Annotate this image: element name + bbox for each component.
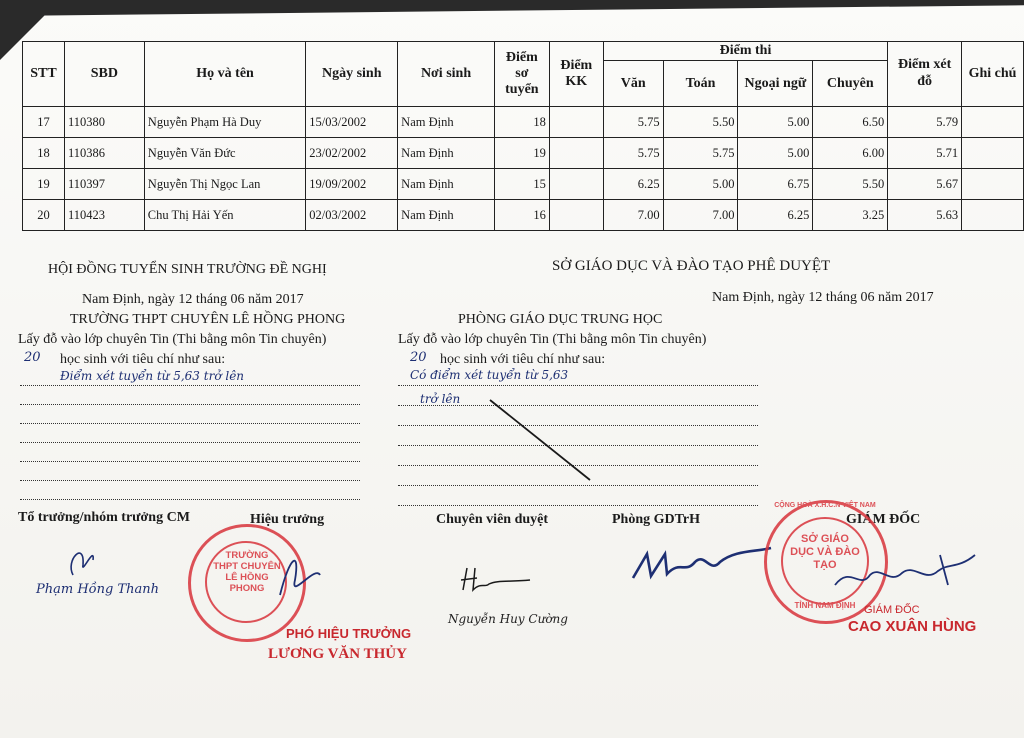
table-cell-prelim: 15 <box>494 169 549 200</box>
table-cell-note <box>962 107 1024 138</box>
table-cell-sbd: 110397 <box>64 169 144 200</box>
table-cell-chuyen: 6.00 <box>813 138 888 169</box>
right-line1: Lấy đỗ vào lớp chuyên Tin (Thi bằng môn Tin chuyên) <box>398 332 707 347</box>
table-cell-place: Nam Định <box>398 138 495 169</box>
table-cell-chuyen: 3.25 <box>813 200 888 231</box>
table-cell-place: Nam Định <box>398 200 495 231</box>
table-row <box>23 138 1024 169</box>
table-cell-nn: 5.00 <box>738 107 813 138</box>
table-cell-xet: 5.71 <box>888 138 962 169</box>
left-count-hand: 20 <box>24 350 41 365</box>
table-cell-nn: 6.75 <box>738 169 813 200</box>
director-name: CAO XUÂN HÙNG <box>848 618 977 635</box>
principal-name: LƯƠNG VĂN THỦY <box>268 646 407 662</box>
table-cell-toan: 5.50 <box>663 107 738 138</box>
table-cell-name: Nguyễn Văn Đức <box>144 138 306 169</box>
director-role: GIÁM ĐỐC <box>864 604 920 616</box>
right-criteria-hand-2: trở lên <box>420 392 461 406</box>
table-cell-stt: 19 <box>23 169 65 200</box>
principal-role: PHÓ HIỆU TRƯỞNG <box>286 626 412 641</box>
table-row <box>23 107 1024 138</box>
table-cell-note <box>962 138 1024 169</box>
signature-mark-specialist <box>455 560 535 600</box>
table-cell-sbd: 110423 <box>64 200 144 231</box>
sig-title-director: GIÁM ĐỐC <box>846 512 921 527</box>
right-heading: SỞ GIÁO DỤC VÀ ĐÀO TẠO PHÊ DUYỆT <box>552 258 831 274</box>
table-cell-dob: 23/02/2002 <box>306 138 398 169</box>
sig-title-specialist: Chuyên viên duyệt <box>436 512 549 527</box>
table-cell-bonus <box>549 169 603 200</box>
sig-title-principal: Hiệu trưởng <box>250 512 325 527</box>
right-date: Nam Định, ngày 12 tháng 06 năm 2017 <box>712 290 934 305</box>
table-cell-van: 7.00 <box>603 200 663 231</box>
col-sbd: SBD <box>64 42 144 107</box>
col-prelim: Điểm sơ tuyển <box>494 42 549 107</box>
col-dob: Ngày sinh <box>306 42 398 107</box>
table-cell-toan: 5.00 <box>663 169 738 200</box>
left-heading: HỘI ĐỒNG TUYỂN SINH TRƯỜNG ĐỀ NGHỊ <box>48 262 327 277</box>
table-cell-prelim: 19 <box>494 138 549 169</box>
table-row <box>23 200 1024 231</box>
right-line2: học sinh với tiêu chí như sau: <box>440 352 606 367</box>
signature-mark-left <box>55 535 105 580</box>
table-cell-xet: 5.79 <box>888 107 962 138</box>
table-cell-note <box>962 200 1024 231</box>
col-place: Nơi sinh <box>398 42 495 107</box>
department-stamp-top: CỘNG HOÀ X.H.C.N VIỆT NAM <box>774 502 876 509</box>
table-cell-xet: 5.63 <box>888 200 962 231</box>
signature-mark-principal <box>270 545 330 605</box>
department-stamp-main: SỞ GIÁO DỤC VÀ ĐÀO TẠO <box>790 533 860 572</box>
left-date: Nam Định, ngày 12 tháng 06 năm 2017 <box>82 292 304 307</box>
table-cell-toan: 7.00 <box>663 200 738 231</box>
table-cell-name: Chu Thị Hải Yến <box>144 200 306 231</box>
table-cell-dob: 02/03/2002 <box>306 200 398 231</box>
strike-line <box>480 395 600 485</box>
dotline <box>398 505 758 506</box>
table-cell-bonus <box>549 107 603 138</box>
dotline <box>398 485 758 486</box>
table-cell-stt: 17 <box>23 107 65 138</box>
table-cell-sbd: 110386 <box>64 138 144 169</box>
table-cell-van: 5.75 <box>603 138 663 169</box>
table-cell-bonus <box>549 138 603 169</box>
col-bonus: Điểm KK <box>549 42 603 107</box>
table-cell-name: Nguyễn Thị Ngọc Lan <box>144 169 306 200</box>
table-cell-toan: 5.75 <box>663 138 738 169</box>
table-cell-chuyen: 5.50 <box>813 169 888 200</box>
dotline <box>20 423 360 424</box>
school-stamp-text: TRƯỜNG THPT CHUYÊN LÊ HỒNG PHONG <box>213 550 281 594</box>
right-dept: PHÒNG GIÁO DỤC TRUNG HỌC <box>458 312 663 327</box>
table-cell-dob: 15/03/2002 <box>306 107 398 138</box>
table-cell-place: Nam Định <box>398 169 495 200</box>
left-criteria-hand: Điểm xét tuyển từ 5,63 trở lên <box>60 369 245 383</box>
left-line2: học sinh với tiêu chí như sau: <box>60 352 226 367</box>
sig-title-head: Tổ trưởng/nhóm trưởng CM <box>18 510 190 525</box>
col-stt: STT <box>23 42 65 107</box>
table-cell-prelim: 18 <box>494 107 549 138</box>
table-cell-stt: 18 <box>23 138 65 169</box>
dotline <box>20 499 360 500</box>
col-chuyen: Chuyên <box>813 61 888 107</box>
table-cell-note <box>962 169 1024 200</box>
col-xet-do: Điểm xét đỗ <box>888 42 962 107</box>
signature-name-specialist: Nguyễn Huy Cường <box>448 612 568 626</box>
signature-mark-director <box>830 545 980 600</box>
col-toan: Toán <box>663 61 738 107</box>
header-row-1 <box>23 42 1024 61</box>
dotline <box>20 461 360 462</box>
sig-title-dept: Phòng GDTrH <box>612 512 701 527</box>
col-ngoai-ngu: Ngoại ngữ <box>738 61 813 107</box>
department-stamp-bottom: TỈNH NAM ĐỊNH <box>794 601 856 610</box>
col-name: Họ và tên <box>144 42 306 107</box>
scan-edge <box>0 0 1024 16</box>
table-cell-bonus <box>549 200 603 231</box>
table-cell-place: Nam Định <box>398 107 495 138</box>
left-line1: Lấy đỗ vào lớp chuyên Tin (Thi bằng môn Tin chuyên) <box>18 332 327 347</box>
table-cell-prelim: 16 <box>494 200 549 231</box>
table-row <box>23 169 1024 200</box>
table-cell-sbd: 110380 <box>64 107 144 138</box>
table-cell-name: Nguyễn Phạm Hà Duy <box>144 107 306 138</box>
col-van: Văn <box>603 61 663 107</box>
col-note: Ghi chú <box>962 42 1024 107</box>
dotline <box>398 385 758 386</box>
dotline <box>20 442 360 443</box>
dotline <box>20 404 360 405</box>
col-exam-group: Điểm thi <box>603 42 887 61</box>
signature-name-left: Phạm Hồng Thanh <box>36 582 159 597</box>
dotline <box>20 480 360 481</box>
dotline <box>20 385 360 386</box>
right-criteria-hand: Có điểm xét tuyển từ 5,63 <box>410 368 569 382</box>
table-cell-dob: 19/09/2002 <box>306 169 398 200</box>
signature-mark-dept <box>625 540 775 590</box>
table-cell-stt: 20 <box>23 200 65 231</box>
table-cell-van: 5.75 <box>603 107 663 138</box>
table-cell-xet: 5.67 <box>888 169 962 200</box>
right-count-hand: 20 <box>410 350 427 365</box>
left-school: TRƯỜNG THPT CHUYÊN LÊ HỒNG PHONG <box>70 312 346 327</box>
results-table <box>22 41 1024 231</box>
table-cell-nn: 5.00 <box>738 138 813 169</box>
table-cell-van: 6.25 <box>603 169 663 200</box>
table-cell-chuyen: 6.50 <box>813 107 888 138</box>
table-cell-nn: 6.25 <box>738 200 813 231</box>
